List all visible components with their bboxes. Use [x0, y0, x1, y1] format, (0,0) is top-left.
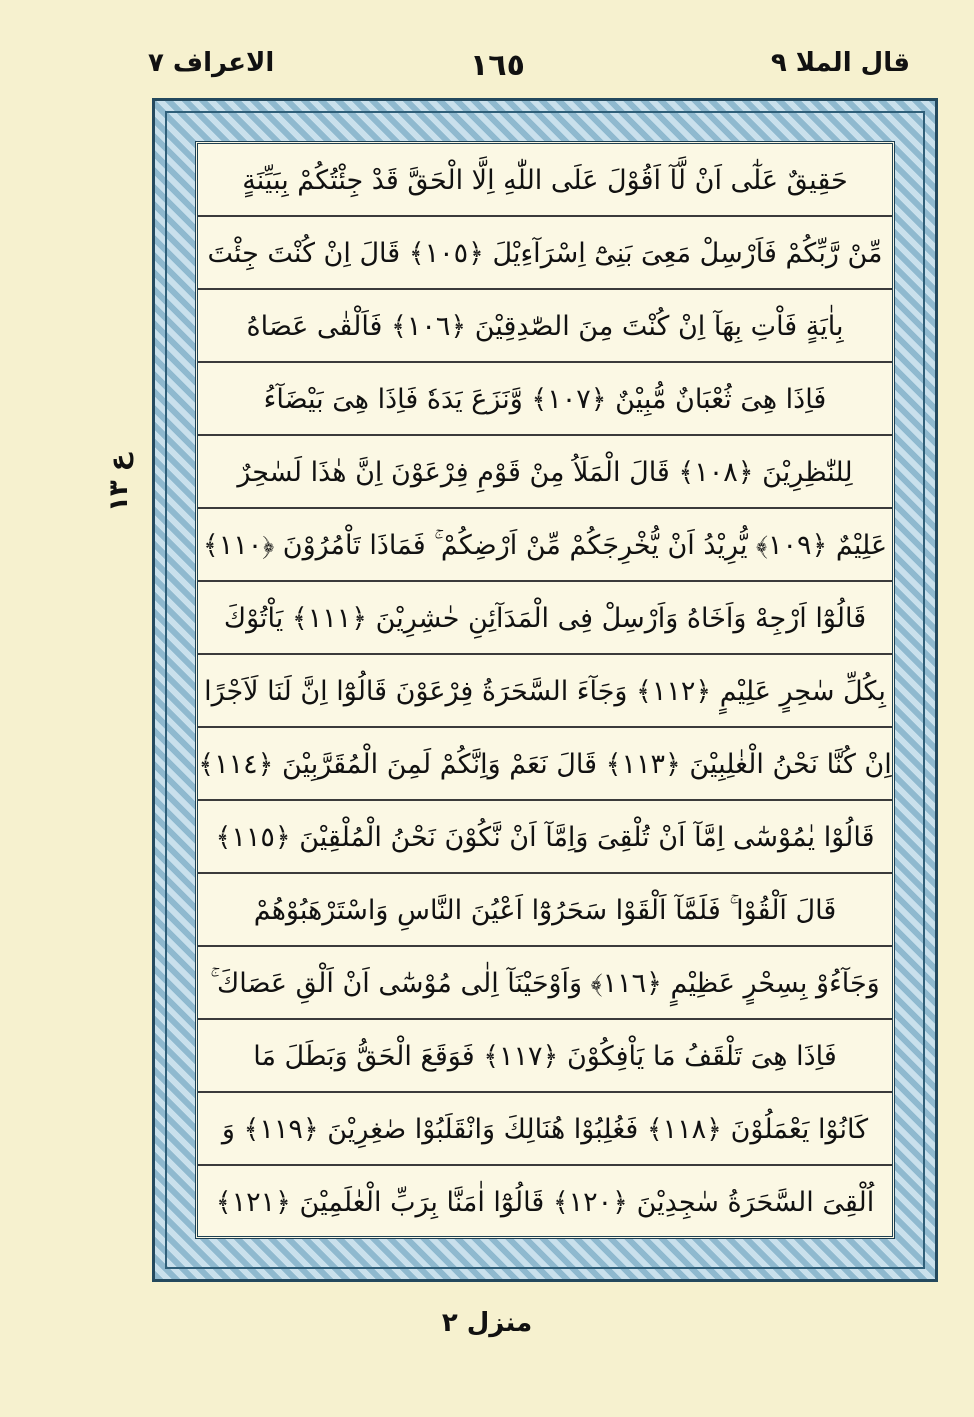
verse-line: بِاٰيَةٍ فَاْتِ بِهَآ اِنْ كُنْتَ مِنَ الصّٰدِقِيْنَ ﴿١٠٦﴾ فَاَلْقٰى عَصَاهُ — [198, 290, 892, 363]
verse-line: كَانُوْا يَعْمَلُوْنَ ﴿١١٨﴾ فَغُلِبُوْا هُنَالِكَ وَانْقَلَبُوْا صٰغِرِيْنَ ﴿١١٩﴾ وَ — [198, 1093, 892, 1166]
page-number: ١٦٥ — [470, 48, 525, 83]
surah-name: الاعراف ٧ — [148, 48, 275, 78]
verse-line: اِنْ كُنَّا نَحْنُ الْغٰلِبِيْنَ ﴿١١٣﴾ قَالَ نَعَمْ وَاِنَّكُمْ لَمِنَ الْمُقَرَّبِيْنَ ﴿١١٤﴾ — [198, 728, 892, 801]
verse-line: فَاِذَا هِىَ ثُعْبَانٌ مُّبِيْنٌ ﴿١٠٧﴾ وَّنَزَعَ يَدَهٗ فَاِذَا هِىَ بَيْضَآءُ — [198, 363, 892, 436]
verse-line: عَلِيْمٌ ﴿١٠٩﴾ يُّرِيْدُ اَنْ يُّخْرِجَكُمْ مِّنْ اَرْضِكُمْ ۚ فَمَاذَا تَاْمُرُوْنَ ﴿١١٠﴾ — [198, 509, 892, 582]
decorative-border — [152, 98, 938, 1282]
manzil-label: منزل ٢ — [441, 1308, 533, 1338]
page-header — [0, 48, 974, 88]
verse-line: حَقِيقٌ عَلٰٓى اَنْ لَّآ اَقُوْلَ عَلَى اللّٰهِ اِلَّا الْحَقَّ قَدْ جِئْتُكُمْ بِبَيِّنَةٍ — [198, 144, 892, 217]
verse-line: قَالَ اَلْقُوْا ۚ فَلَمَّآ اَلْقَوْا سَحَرُوْٓا اَعْيُنَ النَّاسِ وَاسْتَرْهَبُوْهُمْ — [198, 874, 892, 947]
ruku-mark: ع ١٣ — [104, 453, 134, 513]
verse-line: قَالُوْٓا اَرْجِهْ وَاَخَاهُ وَاَرْسِلْ فِى الْمَدَآئِنِ حٰشِرِيْنَ ﴿١١١﴾ يَاْتُوْكَ — [198, 582, 892, 655]
verse-line: بِكُلِّ سٰحِرٍ عَلِيْمٍ ﴿١١٢﴾ وَجَآءَ السَّحَرَةُ فِرْعَوْنَ قَالُوْٓا اِنَّ لَنَا لَاَجْرًا — [198, 655, 892, 728]
verse-line: لِلنّٰظِرِيْنَ ﴿١٠٨﴾ قَالَ الْمَلَاُ مِنْ قَوْمِ فِرْعَوْنَ اِنَّ هٰذَا لَسٰحِرٌ — [198, 436, 892, 509]
verse-line: اُلْقِىَ السَّحَرَةُ سٰجِدِيْنَ ﴿١٢٠﴾ قَالُوْٓا اٰمَنَّا بِرَبِّ الْعٰلَمِيْنَ ﴿١٢١﴾ — [215, 1187, 875, 1218]
verse-line: وَجَآءُوْ بِسِحْرٍ عَظِيْمٍ ﴿١١٦﴾ وَاَوْحَيْنَآ اِلٰى مُوْسٰٓى اَنْ اَلْقِ عَصَاكَ ۚ — [198, 947, 892, 1020]
juz-name: قال الملا ٩ — [770, 48, 910, 78]
verse-line: قَالُوْا يٰمُوْسٰٓى اِمَّآ اَنْ تُلْقِىَ وَاِمَّآ اَنْ نَّكُوْنَ نَحْنُ الْمُلْقِيْنَ ﴿١١٥﴾ — [198, 801, 892, 874]
verse-line: مِّنْ رَّبِّكُمْ فَاَرْسِلْ مَعِىَ بَنِىْٓ اِسْرَآءِيْلَ ﴿١٠٥﴾ قَالَ اِنْ كُنْتَ جِئْتَ — [198, 217, 892, 290]
text-panel — [195, 141, 895, 1239]
verse-line: فَاِذَا هِىَ تَلْقَفُ مَا يَاْفِكُوْنَ ﴿١١٧﴾ فَوَقَعَ الْحَقُّ وَبَطَلَ مَا — [198, 1020, 892, 1093]
